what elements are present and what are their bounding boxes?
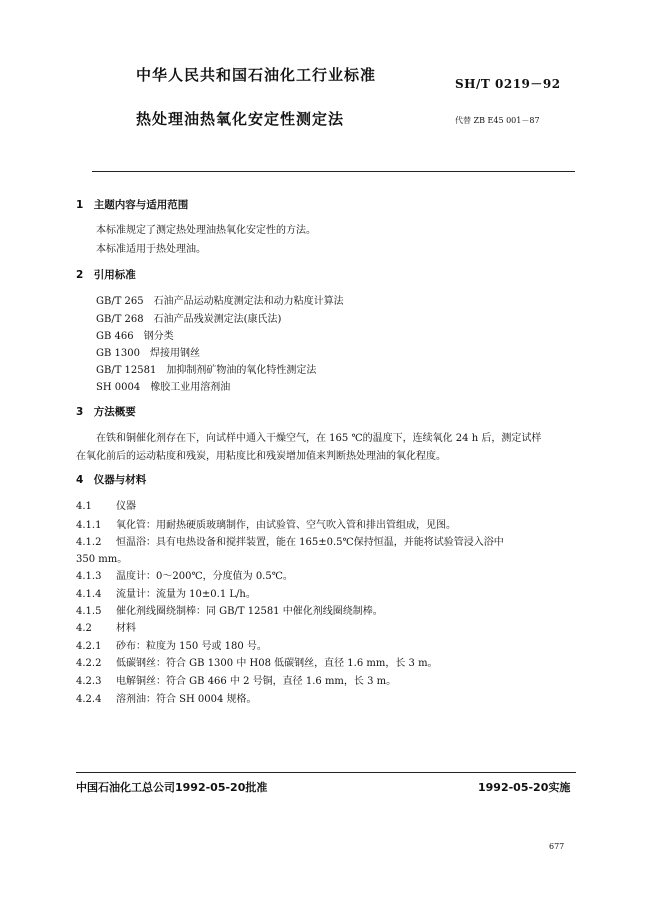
reference-item: GB/T 265 石油产品运动粘度测定法和动力粘度计算法 <box>96 296 344 307</box>
footer-divider <box>76 772 576 773</box>
clause-4-2 <box>76 619 136 634</box>
page-number: 677 <box>549 842 565 851</box>
clause-4-2-3 <box>76 672 396 687</box>
clause-text: 低碳钢丝：符合 GB 1300 中 H08 低碳钢丝，直径 1.6 mm，长 3 m。 <box>116 658 438 669</box>
clause-number: 4.1.1 <box>76 520 102 531</box>
clause-4-1-4 <box>76 585 256 600</box>
reference-item: SH 0004 橡胶工业用溶剂油 <box>96 382 231 393</box>
clause-text: 流量计：流量为 10±0.1 L/h。 <box>116 589 256 600</box>
reference-item: GB 466 钢分类 <box>96 331 174 342</box>
clause-4-1-2 <box>76 533 504 548</box>
clause-4-1-1 <box>76 516 456 531</box>
reference-item: GB/T 268 石油产品残炭测定法(康氏法) <box>96 314 282 325</box>
clause-text: 仪器 <box>116 501 136 512</box>
header-divider <box>92 171 575 172</box>
clause-number: 4.2.4 <box>76 694 102 705</box>
clause-number: 4.1.2 <box>76 537 102 548</box>
clause-text: 恒温浴：具有电热设备和搅拌装置，能在 165±0.5℃保持恒温，并能将试验管浸入浴中 <box>116 537 504 548</box>
reference-item: GB 1300 焊接用钢丝 <box>96 348 200 359</box>
clause-4-2-4 <box>76 690 257 705</box>
clause-text: 溶剂油：符合 SH 0004 规格。 <box>116 694 257 705</box>
section-3-paragraph-line-1: 在铁和铜催化剂存在下，向试样中通入干燥空气，在 165 ℃的温度下，连续氧化 24 h 后，测定试样 <box>96 433 542 444</box>
industry-standard-title: 中华人民共和国石油化工行业标准 <box>136 66 377 84</box>
section-2-heading: 2 引用标准 <box>76 269 136 281</box>
clause-text: 温度计：0～200℃，分度值为 0.5℃。 <box>116 571 293 582</box>
clause-4-1 <box>76 497 136 512</box>
clause-number: 4.2.2 <box>76 658 102 669</box>
section-1-paragraph-1: 本标准规定了测定热处理油热氧化安定性的方法。 <box>96 225 316 236</box>
clause-number: 4.1.5 <box>76 606 102 617</box>
section-3-paragraph-line-2: 在氧化前后的运动粘度和残炭，用粘度比和残炭增加值来判断热处理油的氧化程度。 <box>76 451 446 462</box>
clause-text: 砂布：粒度为 150 号或 180 号。 <box>116 641 267 652</box>
clause-number: 4.1.3 <box>76 571 102 582</box>
effective-date: 1992-05-20实施 <box>478 781 571 794</box>
standard-number: SH/T 0219－92 <box>455 77 561 91</box>
clause-4-1-2-continuation: 350 mm。 <box>76 554 128 565</box>
clause-text: 催化剂线圈绕制棒：同 GB/T 12581 中催化剂线圈绕制棒。 <box>116 606 383 617</box>
section-1-heading: 1 主题内容与适用范围 <box>76 199 189 211</box>
clause-number: 4.2.1 <box>76 641 102 652</box>
section-4-heading: 4 仪器与材料 <box>76 474 147 486</box>
approval-date: 中国石油化工总公司1992-05-20批准 <box>76 781 268 794</box>
clause-number: 4.1.4 <box>76 589 102 600</box>
clause-number: 4.2 <box>76 623 92 634</box>
clause-number: 4.1 <box>76 501 92 512</box>
clause-text: 材料 <box>116 623 136 634</box>
section-1-paragraph-2: 本标准适用于热处理油。 <box>96 244 206 255</box>
section-3-heading: 3 方法概要 <box>76 406 136 418</box>
clause-number: 4.2.3 <box>76 676 102 687</box>
clause-4-1-5 <box>76 602 383 617</box>
document-title: 热处理油热氧化安定性测定法 <box>136 110 345 128</box>
clause-4-1-3 <box>76 567 293 582</box>
clause-4-2-1 <box>76 637 267 652</box>
replaces-note: 代替 ZB E45 001－87 <box>455 116 540 125</box>
clause-4-2-2 <box>76 654 438 669</box>
clause-text: 电解铜丝：符合 GB 466 中 2 号铜，直径 1.6 mm，长 3 m。 <box>116 676 397 687</box>
reference-item: GB/T 12581 加抑制剂矿物油的氧化特性测定法 <box>96 365 317 376</box>
clause-text: 氧化管：用耐热硬质玻璃制作，由试验管、空气吹入管和排出管组成，见图。 <box>116 520 456 531</box>
